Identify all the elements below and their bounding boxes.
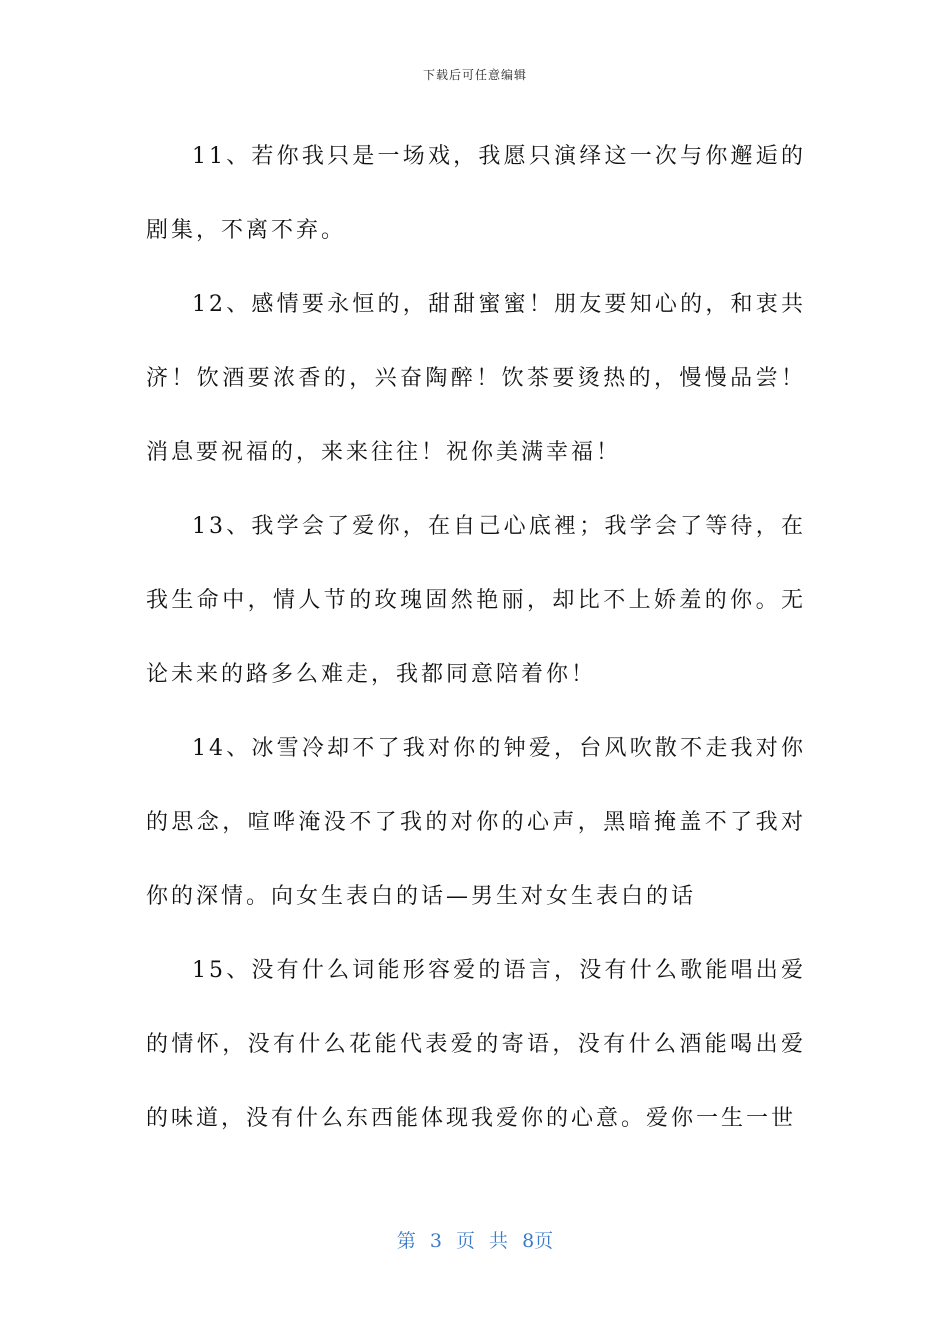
document-body bbox=[146, 120, 806, 1156]
page-number-footer: 第 3 页 共 8页 bbox=[396, 1230, 554, 1252]
paragraph-12: 12、感情要永恒的，甜甜蜜蜜！朋友要知心的，和衷共济！饮酒要浓香的，兴奋陶醉！饮茶要烫热的，慢慢品尝！消息要祝福的，来来往往！祝你美满幸福！ bbox=[146, 292, 806, 465]
paragraph-11: 11、若你我只是一场戏，我愿只演绎这一次与你邂逅的剧集，不离不弃。 bbox=[146, 144, 806, 243]
paragraph-15: 15、没有什么词能形容爱的语言，没有什么歌能唱出爱的情怀，没有什么花能代表爱的寄语，没有什么酒能喝出爱的味道，没有什么东西能体现我爱你的心意。爱你一生一世 bbox=[146, 958, 806, 1131]
page-header: 下载后可任意编辑 bbox=[422, 68, 527, 82]
paragraph-13: 13、我学会了爱你，在自己心底裡；我学会了等待，在我生命中，情人节的玫瑰固然艳丽，却比不上娇羞的你。无论未来的路多么难走，我都同意陪着你！ bbox=[146, 514, 806, 687]
paragraph-14: 14、冰雪冷却不了我对你的钟爱，台风吹散不走我对你的思念，喧哗淹没不了我的对你的心声，黑暗掩盖不了我对你的深情。向女生表白的话—男生对女生表白的话 bbox=[146, 736, 806, 909]
